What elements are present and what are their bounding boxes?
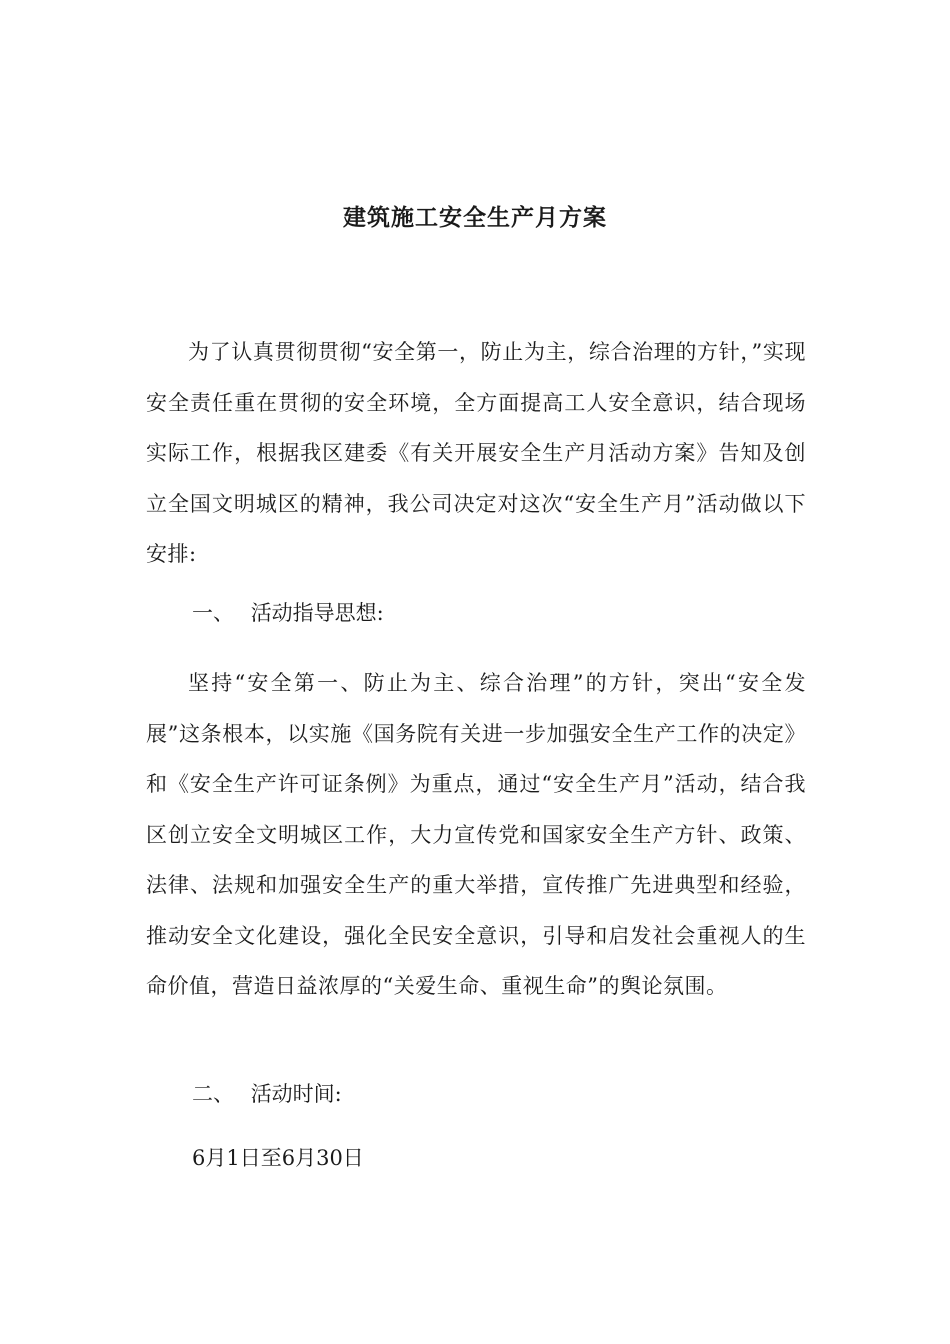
intro-paragraph: 为了认真贯彻贯彻“安全第一，防止为主，综合治理的方针，”实现安全责任重在贯彻的安全环境，全方面提高工人安全意识，结合现场实际工作，根据我区建委《有关开展安全生产月活动方案》告知及创立全国文明城区的精神，我公司决定对这次“安全生产月”活动做以下安排: xyxy=(146,340,806,566)
section-body-1: 坚持“安全第一、防止为主、综合治理”的方针，突出“安全发展”这条根本，以实施《国务院有关进一步加强安全生产工作的决定》和《安全生产许可证条例》为重点，通过“安全生产月”活动，结合我区创立安全文明城区工作，大力宣传党和国家安全生产方针、政策、法律、法规和加强安全生产的重大举措，宣传推广先进典型和经验，推动安全文化建设，强化全民安全意识，引导和启发社会重视人的生命价值，营造日益浓厚的“关爱生命、重视生命”的舆论氛围。 xyxy=(146,671,806,998)
section-number-2: 二、 xyxy=(192,1082,234,1106)
document-title: 建筑施工安全生产月方案 xyxy=(343,204,607,231)
section-number-1: 一、 xyxy=(192,601,234,625)
section-heading-2 xyxy=(192,1074,342,1114)
section-heading-text-2: 活动时间: xyxy=(250,1082,342,1106)
activity-dates: 6月1日至6月30日 xyxy=(192,1146,364,1170)
section-heading-text-1: 活动指导思想: xyxy=(250,601,384,625)
section-heading-1 xyxy=(192,593,384,633)
